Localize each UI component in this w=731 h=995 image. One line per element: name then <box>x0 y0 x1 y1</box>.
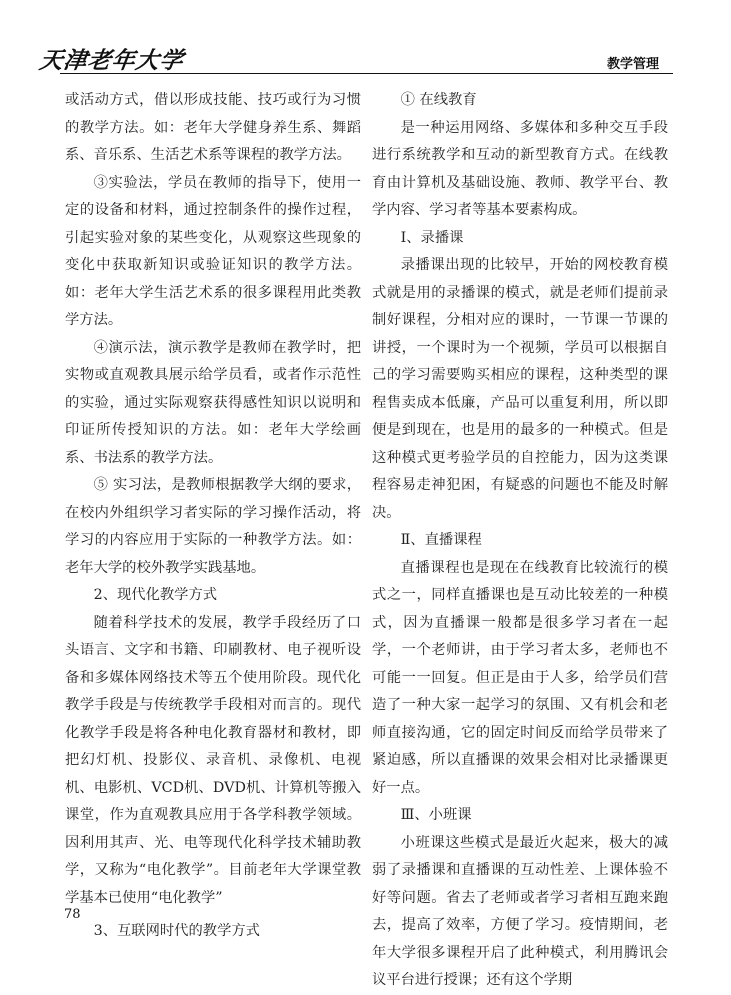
left-column <box>65 87 361 946</box>
subsection-heading: Ⅲ、小班课 <box>400 807 472 823</box>
paragraph: 或活动方式，借以形成技能、技巧或行为习惯的教学方法。如：老年大学健身养生系、舞蹈系、音乐系、生活艺术系等课程的教学方法。 <box>65 92 361 163</box>
paragraph: ③实验法，学员在教师的指导下，使用一定的设备和材料，通过控制条件的操作过程，引起实验对象的某些变化，从观察这些现象的变化中获取新知识或验证知识的教学方法。如：老年大学生活艺术系的很多课程用此类教学方法。 <box>65 174 361 328</box>
paragraph: 小班课这些模式是最近火起来，极大的减弱了录播课和直播课的互动性差、上课体验不好等问题。省去了老师或者学习者相互跑来跑去，提高了效率，方便了学习。疫情期间，老年大学很多课程开启了此种模式，利用腾讯会议平台进行授课；还有这个学期 <box>372 834 668 988</box>
header-divider <box>60 73 673 74</box>
subsection-heading: Ⅱ、直播课程 <box>400 532 482 548</box>
journal-logo: 天津老年大学 <box>37 47 186 74</box>
subsection-heading: Ⅰ、录播课 <box>400 229 464 246</box>
section-heading: 2、现代化教学方式 <box>93 587 218 603</box>
paragraph: 直播课程也是现在在线教育比较流行的模式之一，同样直播课也是互动比较差的一种模式，因为直播课一般都是很多学习者在一起学，一个老师讲，由于学习者太多，老师也不可能一一回复。但正是由于人多，给学员们营造了一种大家一起学习的氛围、又有机会和老师直接沟通，它的固定时间反而给学员带来了紧迫感，所以直播课的效果会相对比录播课更好一点。 <box>372 559 668 796</box>
section-title: 教学管理 <box>606 57 659 72</box>
page-number: 78 <box>64 907 81 922</box>
subsection-heading: ① 在线教育 <box>400 92 477 108</box>
paragraph: ④演示法，演示教学是教师在教学时，把实物或直观教具展示给学员看，或者作示范性的实验，通过实际观察获得感性知识以说明和印证所传授知识的方法。如：老年大学绘画系、书法系的教学方法。 <box>65 339 361 466</box>
right-column <box>372 87 668 995</box>
paragraph: ⑤ 实习法，是教师根据教学大纲的要求，在校内外组织学习者实际的学习操作活动，将学习的内容应用于实际的一种教学方法。如：老年大学的校外教学实践基地。 <box>65 477 361 576</box>
paragraph: 录播课出现的比较早，开始的网校教育模式就是用的录播课的模式，就是老师们提前录制好课程，分相对应的课时，一节课一节课的讲授，一个课时为一个视频，学员可以根据自己的学习需要购买相应的课程，这种类型的课程售卖成本低廉，产品可以重复利用，所以即便是到现在，也是用的最多的一种模式。但是这种模式更考验学员的自控能力，因为这类课程容易走神犯困，有疑惑的问题也不能及时解决。 <box>372 257 668 521</box>
paragraph: 是一种运用网络、多媒体和多种交互手段进行系统教学和互动的新型教育方式。在线教育由计算机及基础设施、教师、教学平台、教学内容、学习者等基本要素构成。 <box>372 119 668 218</box>
paragraph: 随着科学技术的发展，教学手段经历了口头语言、文字和书籍、印刷教材、电子视听设备和多媒体网络技术等五个使用阶段。现代化教学手段是与传统教学手段相对而言的。现代化教学手段是将各种电化教育器材和教材，即把幻灯机、投影仪、录音机、录像机、电视机、电影机、VCD机、DVD机、计算机等搬入课堂，作为直观教具应用于各学科教学领域。因利用其声、光、电等现代化科学技术辅助教学，又称为“电化教学”。目前老年大学课堂教学基本已使用“电化教学” <box>65 614 361 906</box>
section-heading: 3、互联网时代的教学方式 <box>93 923 260 939</box>
